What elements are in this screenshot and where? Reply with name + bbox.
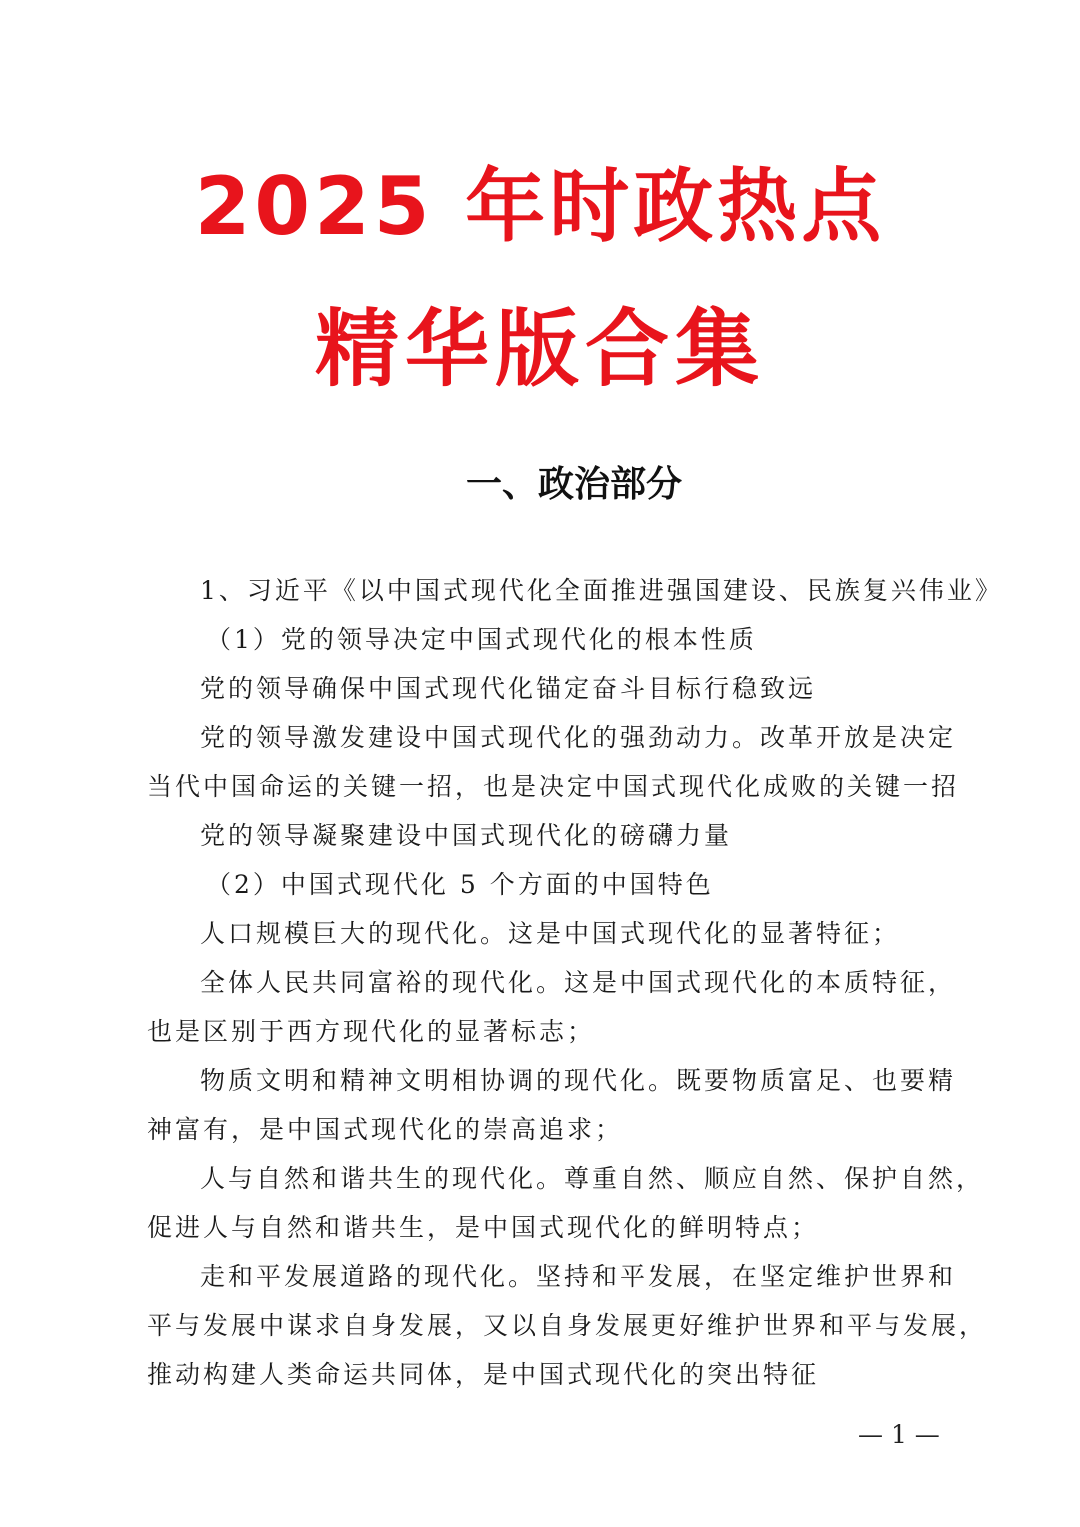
paragraph-line: 物质文明和精神文明相协调的现代化。既要物质富足、也要精 <box>200 1066 957 1095</box>
paragraph-line: 1、习近平《以中国式现代化全面推进强国建设、民族复兴伟业》 <box>200 576 1003 605</box>
paragraph-line: （1）党的领导决定中国式现代化的根本性质 <box>206 625 757 654</box>
paragraph-line: 党的领导确保中国式现代化锚定奋斗目标行稳致远 <box>200 674 817 703</box>
paragraph-line: 促进人与自然和谐共生，是中国式现代化的鲜明特点； <box>147 1213 820 1242</box>
paragraph-line: （2）中国式现代化 5 个方面的中国特色 <box>206 870 714 899</box>
page-number: — 1 — <box>858 1420 940 1449</box>
document-title-line-1: 2025 年时政热点 <box>194 160 886 253</box>
paragraph-line: 人口规模巨大的现代化。这是中国式现代化的显著特征； <box>200 919 901 948</box>
paragraph-line: 走和平发展道路的现代化。坚持和平发展，在坚定维护世界和 <box>200 1262 957 1291</box>
paragraph-line: 当代中国命运的关键一招，也是决定中国式现代化成败的关键一招 <box>147 772 960 801</box>
section-heading: 一、政治部分 <box>466 464 683 505</box>
paragraph-line: 全体人民共同富裕的现代化。这是中国式现代化的本质特征， <box>200 968 957 997</box>
paragraph-line: 也是区别于西方现代化的显著标志； <box>147 1017 596 1046</box>
paragraph-line: 党的领导激发建设中国式现代化的强劲动力。改革开放是决定 <box>200 723 957 752</box>
document-title-line-2: 精华版合集 <box>314 300 765 398</box>
paragraph-line: 人与自然和谐共生的现代化。尊重自然、顺应自然、保护自然， <box>200 1164 985 1193</box>
paragraph-line: 神富有，是中国式现代化的崇高追求； <box>147 1115 624 1144</box>
paragraph-line: 推动构建人类命运共同体，是中国式现代化的突出特征 <box>147 1360 820 1389</box>
paragraph-line: 党的领导凝聚建设中国式现代化的磅礴力量 <box>200 821 733 850</box>
paragraph-line: 平与发展中谋求自身发展，又以自身发展更好维护世界和平与发展， <box>147 1311 988 1340</box>
